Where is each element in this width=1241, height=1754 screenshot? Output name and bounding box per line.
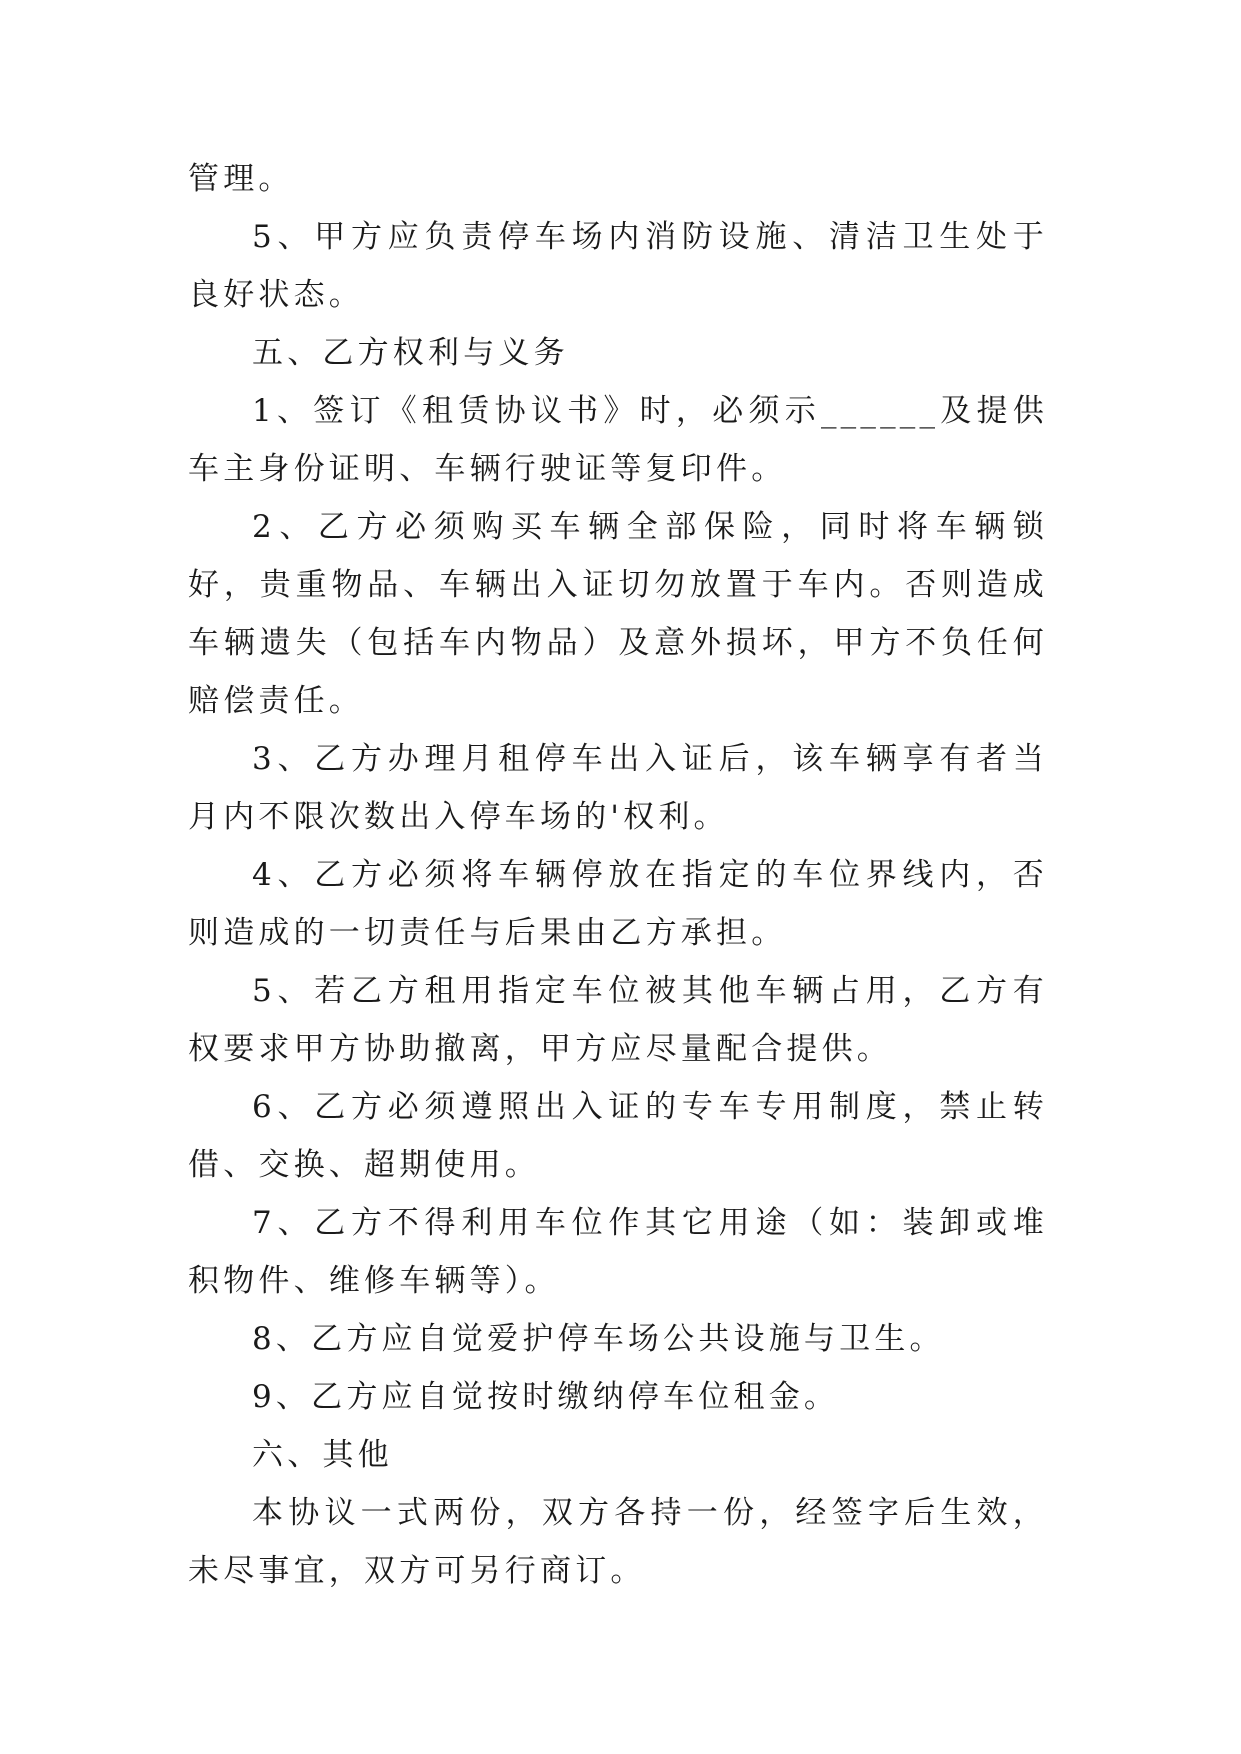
paragraph-party-b-item-9: 9、乙方应自觉按时缴纳停车位租金。 (252, 1379, 840, 1415)
paragraph-management-end: 管理。 (188, 161, 294, 197)
paragraph-party-a-item-5: 5、甲方应负责停车场内消防设施、清洁卫生处于良好状态。 (188, 219, 1048, 313)
paragraph-party-b-item-8: 8、乙方应自觉爱护停车场公共设施与卫生。 (252, 1321, 945, 1357)
paragraph-party-b-item-1: 1、签订《租赁协议书》时，必须示______及提供车主身份证明、车辆行驶证等复印件。 (188, 393, 1048, 487)
section-heading-6: 六、其他 (252, 1437, 393, 1473)
paragraph-party-b-item-6: 6、乙方必须遵照出入证的专车专用制度，禁止转借、交换、超期使用。 (188, 1089, 1048, 1183)
section-heading-5: 五、乙方权利与义务 (252, 335, 569, 371)
paragraph-party-b-item-3: 3、乙方办理月租停车出入证后，该车辆享有者当月内不限次数出入停车场的'权利。 (188, 741, 1048, 835)
paragraph-party-b-item-5: 5、若乙方租用指定车位被其他车辆占用，乙方有权要求甲方协助撤离，甲方应尽量配合提供。 (188, 973, 1048, 1067)
document-body (188, 150, 1048, 1600)
paragraph-party-b-item-7: 7、乙方不得利用车位作其它用途（如：装卸或堆积物件、维修车辆等）。 (188, 1205, 1048, 1299)
paragraph-closing: 本协议一式两份，双方各持一份，经签字后生效，未尽事宜，双方可另行商订。 (188, 1495, 1048, 1589)
paragraph-party-b-item-4: 4、乙方必须将车辆停放在指定的车位界线内，否则造成的一切责任与后果由乙方承担。 (188, 857, 1048, 951)
paragraph-party-b-item-2: 2、乙方必须购买车辆全部保险，同时将车辆锁好，贵重物品、车辆出入证切勿放置于车内。否则造成车辆遗失（包括车内物品）及意外损坏，甲方不负任何赔偿责任。 (188, 509, 1048, 719)
